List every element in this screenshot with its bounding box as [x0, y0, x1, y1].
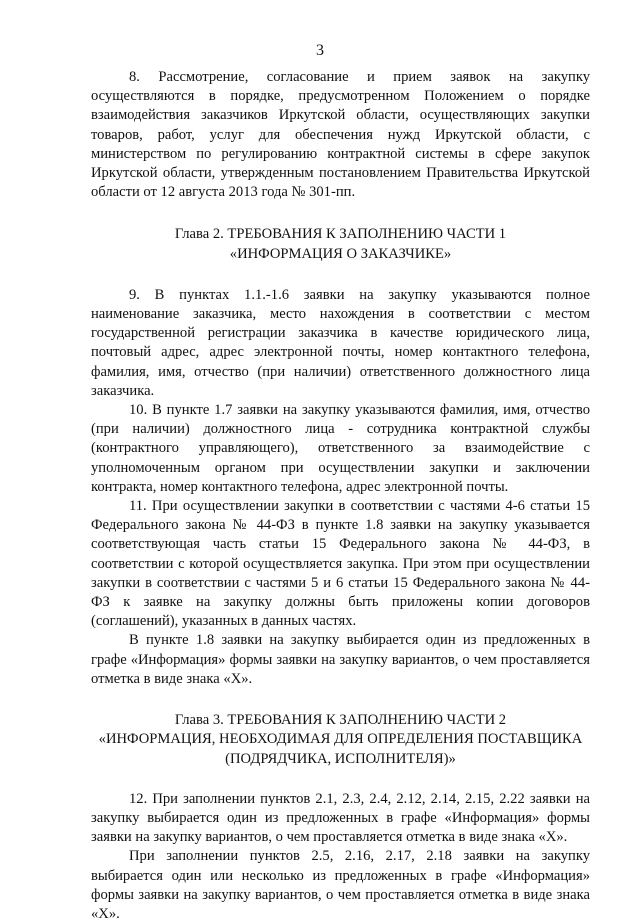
chapter-3-title: Глава 3. ТРЕБОВАНИЯ К ЗАПОЛНЕНИЮ ЧАСТИ 2 — [174, 712, 507, 729]
chapter-3-heading — [91, 711, 590, 769]
page-number: 3 — [316, 42, 324, 59]
chapter-3-subtitle-line-1: «ИНФОРМАЦИЯ, НЕОБХОДИМАЯ ДЛЯ ОПРЕДЕЛЕНИЯ ПОСТАВЩИКА — [98, 731, 583, 748]
chapter-2-title: Глава 2. ТРЕБОВАНИЯ К ЗАПОЛНЕНИЮ ЧАСТИ 1 — [174, 226, 507, 243]
chapter-3-subtitle-line-2: (ПОДРЯДЧИКА, ИСПОЛНИТЕЛЯ)» — [225, 750, 456, 767]
document-body — [91, 68, 590, 924]
paragraph-12: 12. При заполнении пунктов 2.1, 2.3, 2.4, 2.12, 2.14, 2.15, 2.22 заявки на закупку выбирается один из предложенных в графе «Информация» формы заявки на закупку вариантов, о чем проставляется отметка в виде знака «Х». — [91, 790, 590, 846]
paragraph-11-continuation: В пункте 1.8 заявки на закупку выбирается один из предложенных в графе «Информация» формы заявки на закупку вариантов, о чем проставляется отметка в виде знака «Х». — [91, 632, 590, 687]
paragraph-12-continuation: При заполнении пунктов 2.5, 2.16, 2.17, 2.18 заявки на закупку выбирается один или несколько из предложенных в графе «Информация» формы заявки на закупку вариантов, о чем проставляется отметка в виде знака «Х». — [91, 848, 590, 922]
paragraph-9: 9. В пунктах 1.1.-1.6 заявки на закупку указываются полное наименование заказчика, место нахождения в соответствии с местом государственной регистрации заказчика в качестве юридического лица, почтовый адрес, адрес электронной почты, номер контактного телефона, фамилия, имя, отчество (при наличии) ответственного должностного лица заказчика. — [91, 286, 590, 399]
chapter-2-subtitle: «ИНФОРМАЦИЯ О ЗАКАЗЧИКЕ» — [229, 245, 452, 262]
paragraph-11: 11. При осуществлении закупки в соответствии с частями 4-6 статьи 15 Федерального закона № 44-ФЗ в пункте 1.8 заявки на закупку указывается соответствующая часть статьи 15 Федерального закона № 44-ФЗ, в соответствии с которой осуществляется закупка. При этом при осуществлении закупки в соответствии с частями 5 и 6 статьи 15 Федерального закона № 44-ФЗ к заявке на закупку должны быть приложены копии договоров (соглашений), указанных в данных частях. — [91, 498, 590, 630]
paragraph-10: 10. В пункте 1.7 заявки на закупку указываются фамилия, имя, отчество (при наличии) должностного лица - сотрудника контрактной службы (контрактного управляющего), ответственного за взаимодействие с уполномоченным органом при осуществлении закупки и заключении контракта, номер контактного телефона, адрес электронной почты. — [91, 402, 590, 495]
paragraph-8: 8. Рассмотрение, согласование и прием заявок на закупку осуществляются в порядке, предусмотренном Положением о порядке взаимодействия заказчиков Иркутской области, осуществляющих закупки товаров, работ, услуг для обеспечения нужд Иркутской области, с министерством по регулированию контрактной системы в сфере закупок Иркутской области, утвержденным постановлением Правительства Иркутской области от 12 августа 2013 года № 301-пп. — [91, 69, 590, 201]
chapter-2-heading — [91, 225, 590, 263]
